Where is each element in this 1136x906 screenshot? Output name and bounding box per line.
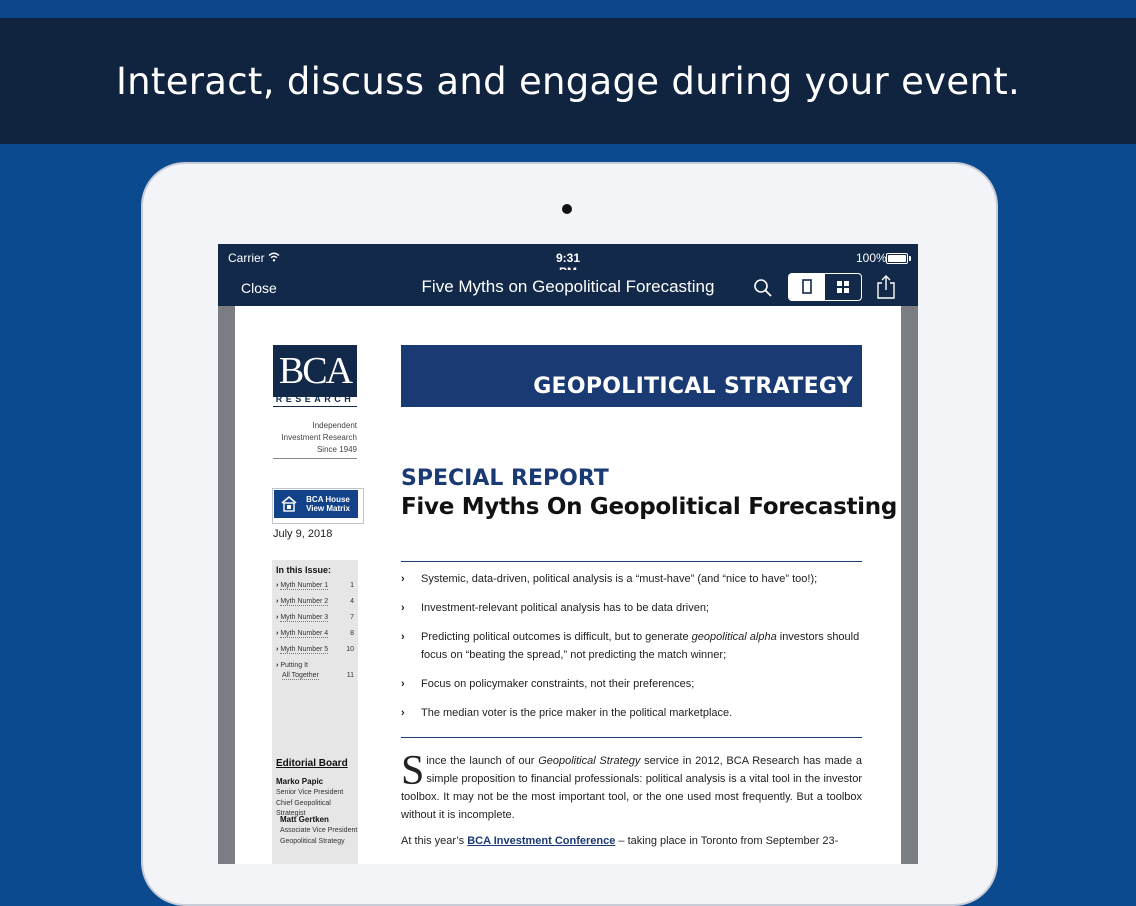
series-name: GEOPOLITICAL STRATEGY — [533, 374, 853, 399]
editor-role: Senior Vice President — [276, 789, 344, 796]
summary-bullet: › Systemic, data-driven, political analysis is a “must-have” (and “nice to have” too!); — [401, 570, 862, 588]
editor-name: Marko Papic — [276, 777, 324, 786]
chevron-right-icon: › — [276, 630, 279, 637]
toc-item[interactable]: › Myth Number 1 1 — [276, 582, 354, 589]
toc-item-continued[interactable]: All Together 11 — [282, 672, 354, 679]
nav-bar — [218, 270, 918, 306]
toc-item[interactable]: › Myth Number 3 7 — [276, 614, 354, 621]
close-button[interactable]: Close — [241, 280, 277, 296]
body-paragraph: At this year’s BCA Investment Conference – taking place in Toronto from September 23- — [401, 835, 839, 847]
editor-role: Geopolitical Strategy — [280, 838, 345, 845]
chevron-right-icon: › — [401, 707, 405, 719]
single-page-icon — [789, 274, 825, 300]
toc-item[interactable]: › Myth Number 5 10 — [276, 646, 354, 653]
logo-divider — [273, 406, 357, 407]
report-header-band — [401, 345, 862, 407]
camera-dot — [562, 204, 572, 214]
status-bar — [218, 244, 918, 270]
tagline-line: Independent — [312, 421, 357, 430]
promo-banner — [0, 18, 1136, 144]
view-mode-toggle — [788, 273, 862, 301]
report-date: July 9, 2018 — [273, 528, 333, 540]
bca-logo — [273, 345, 357, 397]
chevron-right-icon: › — [276, 662, 279, 669]
battery-percent: 100% — [856, 251, 887, 265]
document-page — [235, 306, 901, 864]
conference-link[interactable]: BCA Investment Conference — [467, 835, 616, 847]
chevron-right-icon: › — [401, 678, 405, 690]
table-of-contents — [272, 560, 358, 864]
grid-icon — [825, 274, 861, 300]
tagline-line: Investment Research — [281, 433, 357, 442]
editor-role: Chief Geopolitical Strategist — [276, 800, 331, 817]
toc-item[interactable]: › Putting It — [276, 662, 308, 669]
summary-bottom-rule — [401, 737, 862, 738]
chevron-right-icon: › — [276, 582, 279, 589]
battery-icon — [886, 253, 908, 264]
share-icon[interactable] — [875, 274, 897, 300]
summary-bullet: › Investment-relevant political analysis has to be data driven; — [401, 599, 862, 617]
logo-subtitle: RESEARCH — [275, 394, 355, 404]
logo-letters: BCA — [278, 350, 352, 392]
toc-item[interactable]: › Myth Number 2 4 — [276, 598, 354, 605]
single-page-view-button[interactable] — [789, 274, 825, 300]
summary-bullet: › Focus on policymaker constraints, not their preferences; — [401, 675, 862, 693]
clock: 9:31 — [555, 251, 581, 265]
summary-top-rule — [401, 561, 862, 562]
house-icon — [280, 495, 298, 513]
toc-title: In this Issue: — [276, 565, 332, 575]
app-screen — [218, 244, 918, 864]
summary-bullet: › Predicting political outcomes is difficult, but to generate geopolitical alpha investors should focus on “beating the spread,” not predicting the match winner; — [401, 628, 862, 664]
report-kicker: SPECIAL REPORT — [401, 466, 609, 491]
body-paragraph: Since the launch of our Geopolitical Strategy service in 2012, BCA Research has made a simple proposition to financial professionals: political analysis is a vital tool in the investor toolbox. It may not be the most important tool, or the one used most frequently. But a toolbox without it is incomplete. — [401, 748, 862, 821]
editorial-board-title: Editorial Board — [276, 758, 348, 769]
house-button-line: View Matrix — [306, 504, 350, 513]
chevron-right-icon: › — [276, 598, 279, 605]
wifi-icon — [268, 252, 280, 262]
drop-cap: S — [401, 748, 425, 794]
chevron-right-icon: › — [276, 646, 279, 653]
top-strip — [0, 0, 1136, 18]
chevron-right-icon: › — [401, 602, 405, 614]
editor-name: Matt Gertken — [280, 815, 329, 824]
banner-headline: Interact, discuss and engage during your event. — [115, 59, 1021, 103]
toc-item[interactable]: › Myth Number 4 8 — [276, 630, 354, 637]
house-view-matrix-button[interactable] — [272, 488, 364, 524]
chevron-right-icon: › — [401, 573, 405, 585]
tagline — [269, 420, 357, 456]
document-title: Five Myths on Geopolitical Forecasting — [421, 277, 715, 296]
report-title: Five Myths On Geopolitical Forecasting — [401, 494, 897, 520]
search-icon[interactable] — [752, 277, 774, 299]
editor-role: Associate Vice President — [280, 827, 358, 834]
tagline-divider — [273, 458, 357, 459]
grid-view-button[interactable] — [825, 274, 861, 300]
summary-bullet: › The median voter is the price maker in the political marketplace. — [401, 704, 862, 722]
chevron-right-icon: › — [276, 614, 279, 621]
chevron-right-icon: › — [401, 631, 405, 643]
carrier-label: Carrier — [228, 251, 265, 265]
tagline-line: Since 1949 — [316, 445, 357, 454]
house-button-line: BCA House — [306, 495, 350, 504]
